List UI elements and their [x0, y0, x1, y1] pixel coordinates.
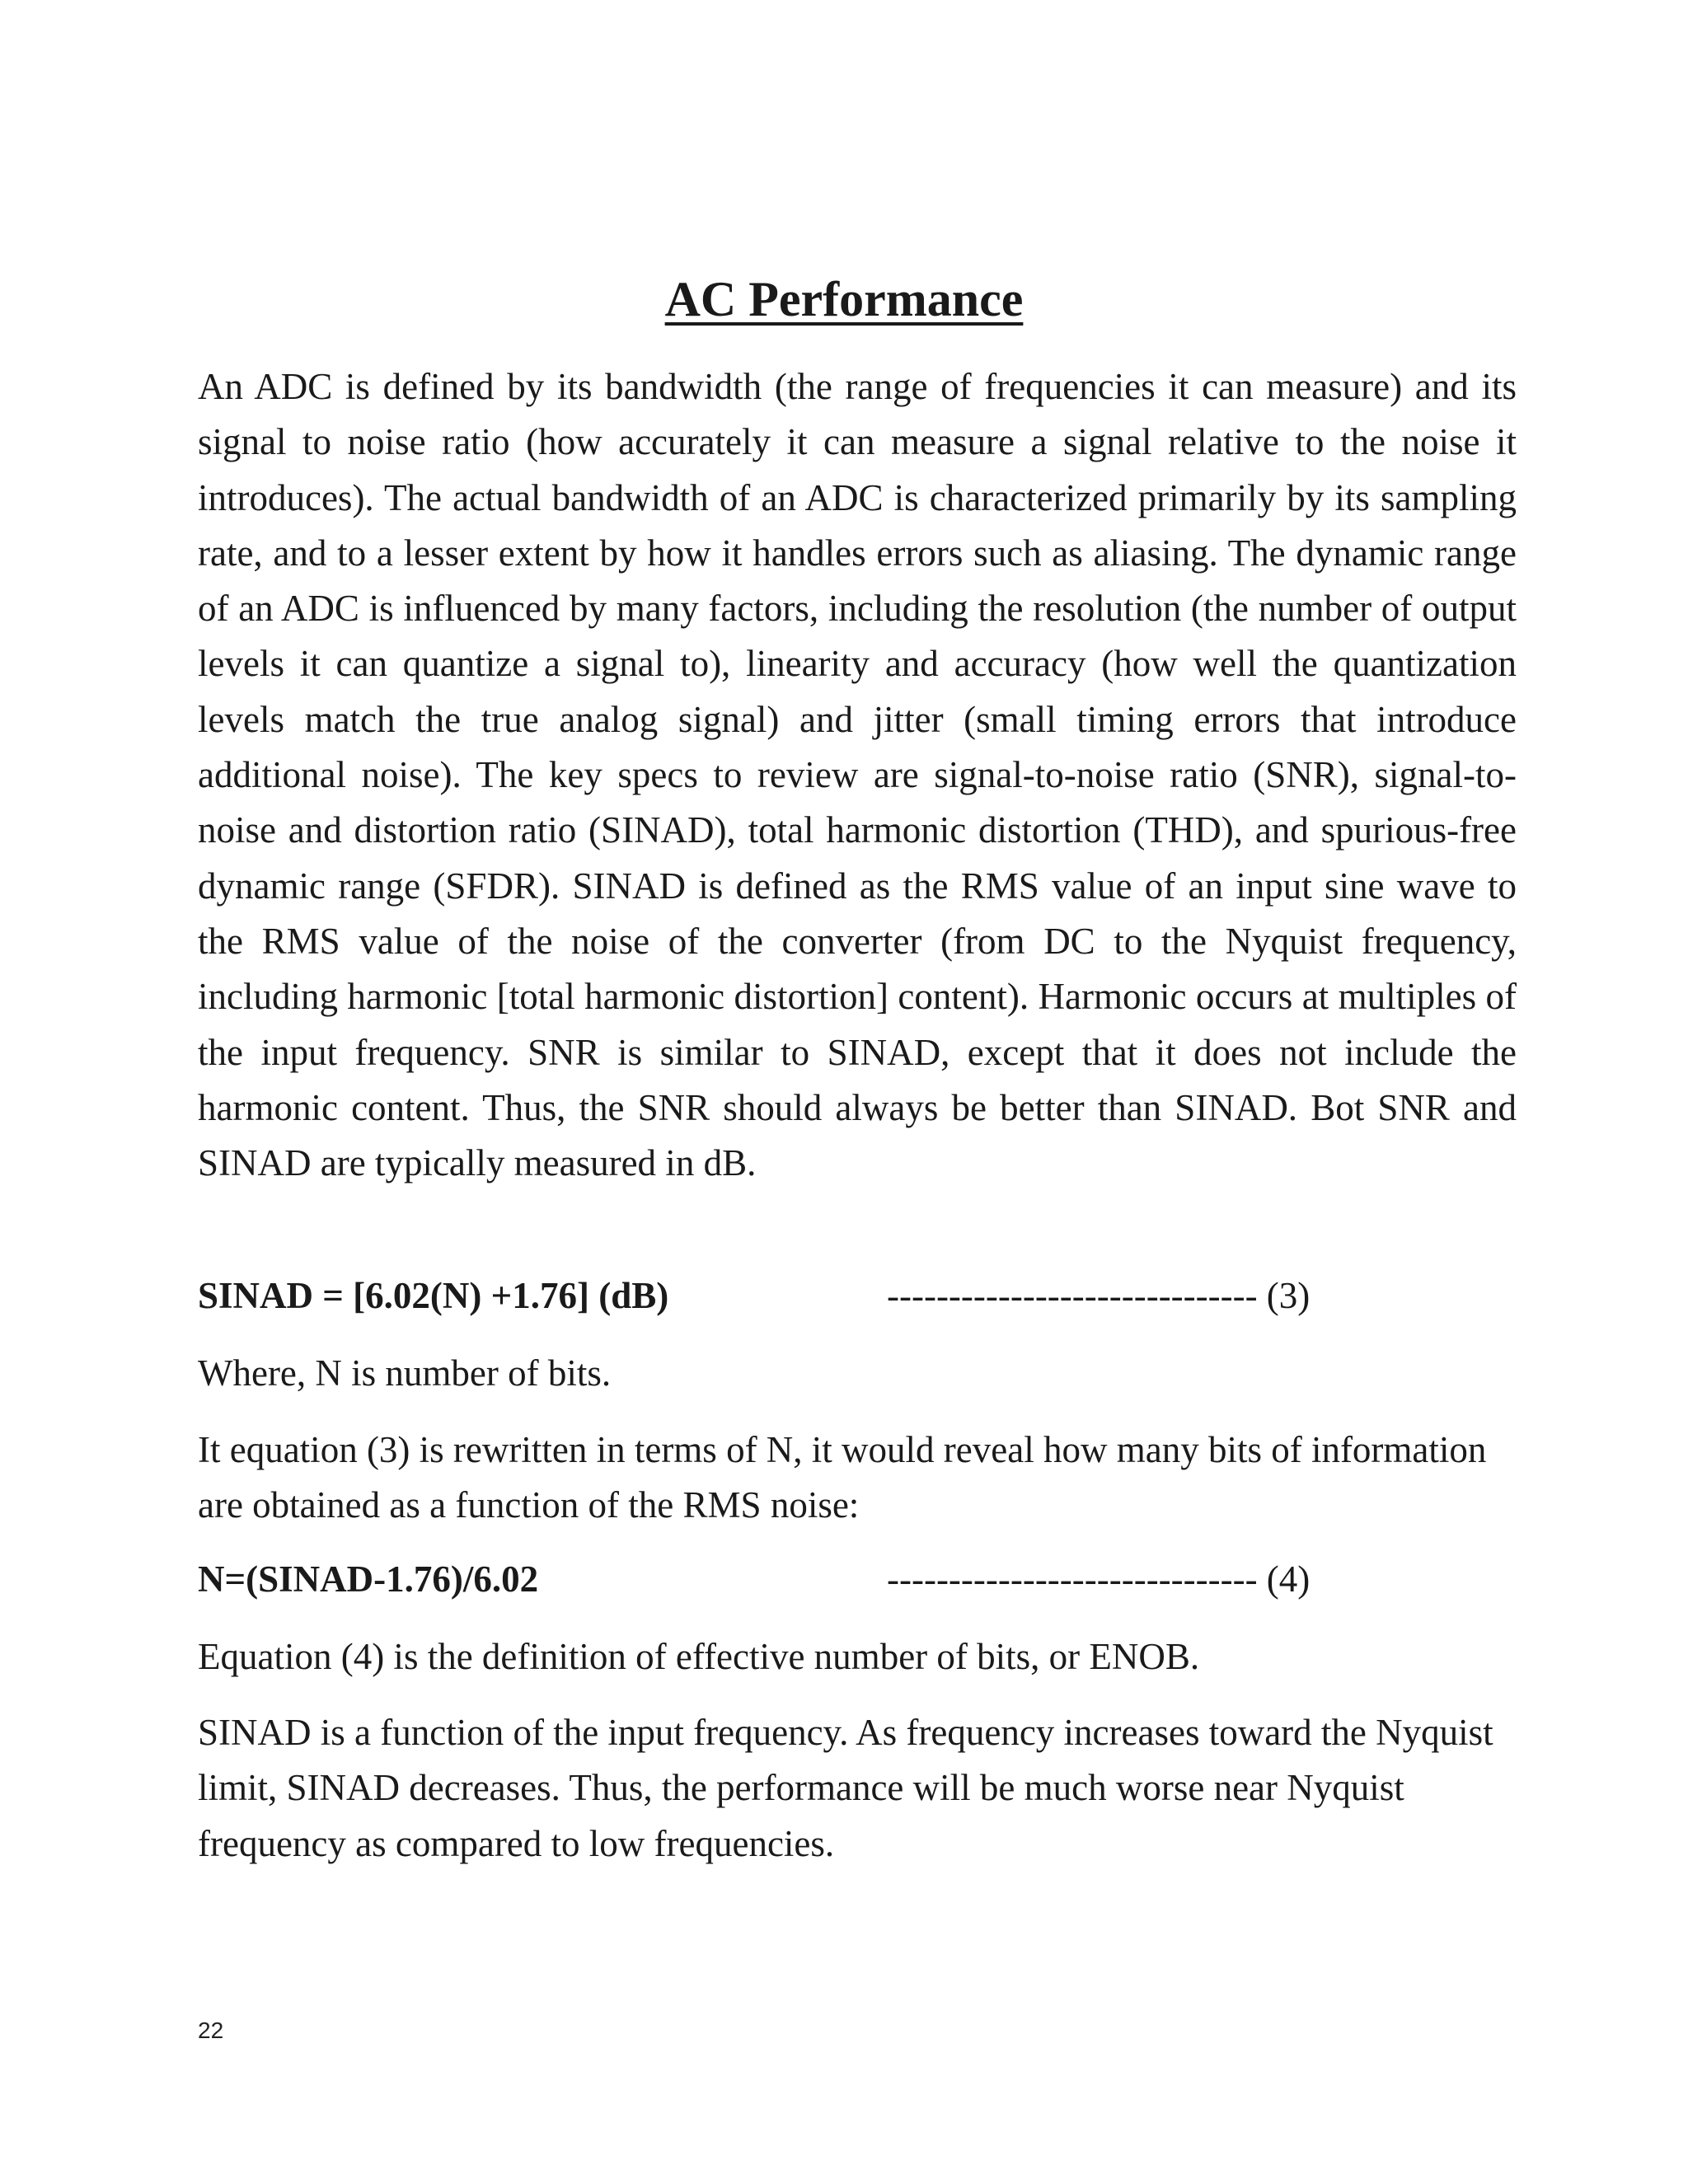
- frequency-paragraph: SINAD is a function of the input frequency. As frequency increases toward the Nyquist limit, SINAD decreases. Thus, the performance will be much worse near Nyquist frequency as compared to low frequencies.: [198, 1712, 1493, 1864]
- equation-4-row: [198, 1552, 1517, 1608]
- page-title: [0, 262, 1688, 336]
- equation-3-reference: ------------------------------ (3): [887, 1275, 1311, 1316]
- rewrite-paragraph: It equation (3) is rewritten in terms of N, it would reveal how many bits of information are obtained as a function of the RMS noise:: [198, 1429, 1487, 1526]
- equation-3-formula: SINAD = [6.02(N) +1.76] (dB): [198, 1275, 669, 1316]
- equation-4-reference: ------------------------------ (4): [887, 1558, 1311, 1600]
- equation-4-formula: N=(SINAD-1.76)/6.02: [198, 1558, 539, 1600]
- page-number: 22: [198, 2018, 224, 2043]
- enob-paragraph: Equation (4) is the definition of effective number of bits, or ENOB.: [198, 1636, 1200, 1677]
- equation-3-row: [198, 1268, 1517, 1324]
- intro-paragraph: An ADC is defined by its bandwidth (the range of frequencies it can measure) and its signal to noise ratio (how accurately it can measure a signal relative to the noise it introduces). The actual bandwidth of an ADC is characterized primarily by its sampling rate, and to a lesser extent by how it handles errors such as aliasing. The dynamic range of an ADC is influenced by many factors, including the resolution (the number of output levels it can quantize a signal to), linearity and accuracy (how well the quantization levels match the true analog signal) and jitter (small timing errors that introduce additional noise). The key specs to review are signal-to-noise ratio (SNR), signal-to-noise and distortion ratio (SINAD), total harmonic distortion (THD), and spurious-free dynamic range (SFDR). SINAD is defined as the RMS value of an input sine wave to the RMS value of the noise of the converter (from DC to the Nyquist frequency, including harmonic [total harmonic distortion] content). Harmonic occurs at multiples of the input frequency. SNR is similar to SINAD, except that it does not include the harmonic content. Thus, the SNR should always be better than SINAD. Bot SNR and SINAD are typically measured in dB.: [198, 366, 1517, 1184]
- page-title-text: AC Performance: [664, 272, 1024, 326]
- where-paragraph: Where, N is number of bits.: [198, 1352, 612, 1394]
